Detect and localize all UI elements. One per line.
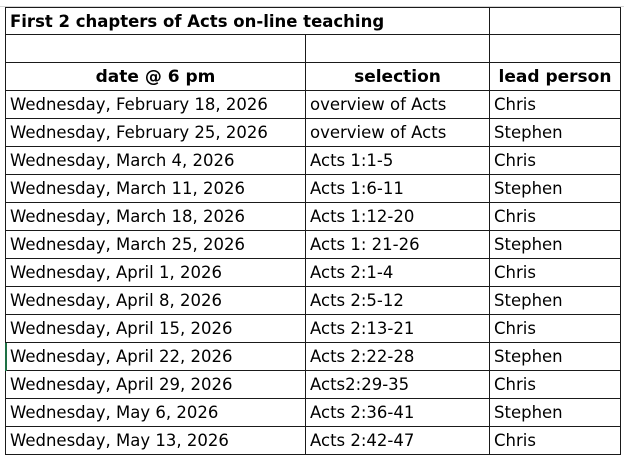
lead-person-cell[interactable]: Chris bbox=[490, 203, 621, 231]
selection-cell[interactable]: Acts 1:1-5 bbox=[306, 147, 490, 175]
lead-person-cell[interactable]: Stephen bbox=[490, 287, 621, 315]
table-row bbox=[0, 119, 624, 147]
date-cell[interactable]: Wednesday, March 25, 2026 bbox=[5, 231, 306, 259]
selection-cell[interactable]: Acts 2:1-4 bbox=[306, 259, 490, 287]
previous-row-edge bbox=[0, 0, 624, 7]
table-row bbox=[0, 315, 624, 343]
header-row bbox=[0, 63, 624, 91]
lead-person-cell[interactable]: Chris bbox=[490, 371, 621, 399]
lead-person-cell[interactable]: Chris bbox=[490, 147, 621, 175]
date-cell[interactable]: Wednesday, April 15, 2026 bbox=[5, 315, 306, 343]
date-cell[interactable]: Wednesday, March 11, 2026 bbox=[5, 175, 306, 203]
table-row bbox=[0, 259, 624, 287]
selection-cell[interactable]: Acts 2:22-28 bbox=[306, 343, 490, 371]
date-cell[interactable]: Wednesday, May 6, 2026 bbox=[5, 399, 306, 427]
table-row bbox=[0, 203, 624, 231]
selection-cell[interactable]: Acts 2:36-41 bbox=[306, 399, 490, 427]
date-cell[interactable]: Wednesday, April 29, 2026 bbox=[5, 371, 306, 399]
selection-cell[interactable]: Acts 1:12-20 bbox=[306, 203, 490, 231]
selection-cell[interactable]: Acts 2:13-21 bbox=[306, 315, 490, 343]
selection-cell[interactable]: Acts2:29-35 bbox=[306, 371, 490, 399]
header-date[interactable]: date @ 6 pm bbox=[5, 63, 306, 91]
selection-cell[interactable]: overview of Acts bbox=[306, 119, 490, 147]
date-cell[interactable]: Wednesday, April 8, 2026 bbox=[5, 287, 306, 315]
blank-row bbox=[0, 35, 624, 63]
table-row bbox=[0, 399, 624, 427]
empty-cell[interactable] bbox=[490, 35, 621, 63]
lead-person-cell[interactable]: Chris bbox=[490, 259, 621, 287]
table-row bbox=[0, 147, 624, 175]
table-row bbox=[0, 371, 624, 399]
table-row bbox=[0, 427, 624, 455]
date-cell[interactable]: Wednesday, May 13, 2026 bbox=[5, 427, 306, 455]
table-row bbox=[0, 175, 624, 203]
table-row bbox=[0, 231, 624, 259]
selection-cell[interactable]: Acts 2:42-47 bbox=[306, 427, 490, 455]
empty-cell[interactable] bbox=[306, 35, 490, 63]
title-row bbox=[0, 7, 624, 35]
selection-cell[interactable]: Acts 1:6-11 bbox=[306, 175, 490, 203]
lead-person-cell[interactable]: Chris bbox=[490, 427, 621, 455]
empty-cell[interactable] bbox=[5, 35, 306, 63]
header-selection[interactable]: selection bbox=[306, 63, 490, 91]
selection-cell[interactable]: Acts 1: 21-26 bbox=[306, 231, 490, 259]
selection-cell[interactable]: Acts 2:5-12 bbox=[306, 287, 490, 315]
selection-cell[interactable]: overview of Acts bbox=[306, 91, 490, 119]
date-cell[interactable]: Wednesday, April 1, 2026 bbox=[5, 259, 306, 287]
lead-person-cell[interactable]: Stephen bbox=[490, 175, 621, 203]
date-cell[interactable]: Wednesday, March 4, 2026 bbox=[5, 147, 306, 175]
lead-person-cell[interactable]: Chris bbox=[490, 315, 621, 343]
lead-person-cell[interactable]: Stephen bbox=[490, 343, 621, 371]
table-row bbox=[0, 287, 624, 315]
date-cell[interactable]: Wednesday, March 18, 2026 bbox=[5, 203, 306, 231]
lead-person-cell[interactable]: Chris bbox=[490, 91, 621, 119]
table-row bbox=[0, 91, 624, 119]
date-cell[interactable]: Wednesday, February 18, 2026 bbox=[5, 91, 306, 119]
header-lead-person[interactable]: lead person bbox=[490, 63, 621, 91]
date-cell[interactable]: Wednesday, April 22, 2026 bbox=[5, 343, 306, 371]
lead-person-cell[interactable]: Stephen bbox=[490, 399, 621, 427]
title-cell[interactable]: First 2 chapters of Acts on-line teaching bbox=[5, 7, 490, 35]
lead-person-cell[interactable]: Stephen bbox=[490, 231, 621, 259]
table-row bbox=[0, 343, 624, 371]
date-cell[interactable]: Wednesday, February 25, 2026 bbox=[5, 119, 306, 147]
active-cell-marker bbox=[5, 343, 7, 371]
empty-cell[interactable] bbox=[490, 7, 621, 35]
lead-person-cell[interactable]: Stephen bbox=[490, 119, 621, 147]
